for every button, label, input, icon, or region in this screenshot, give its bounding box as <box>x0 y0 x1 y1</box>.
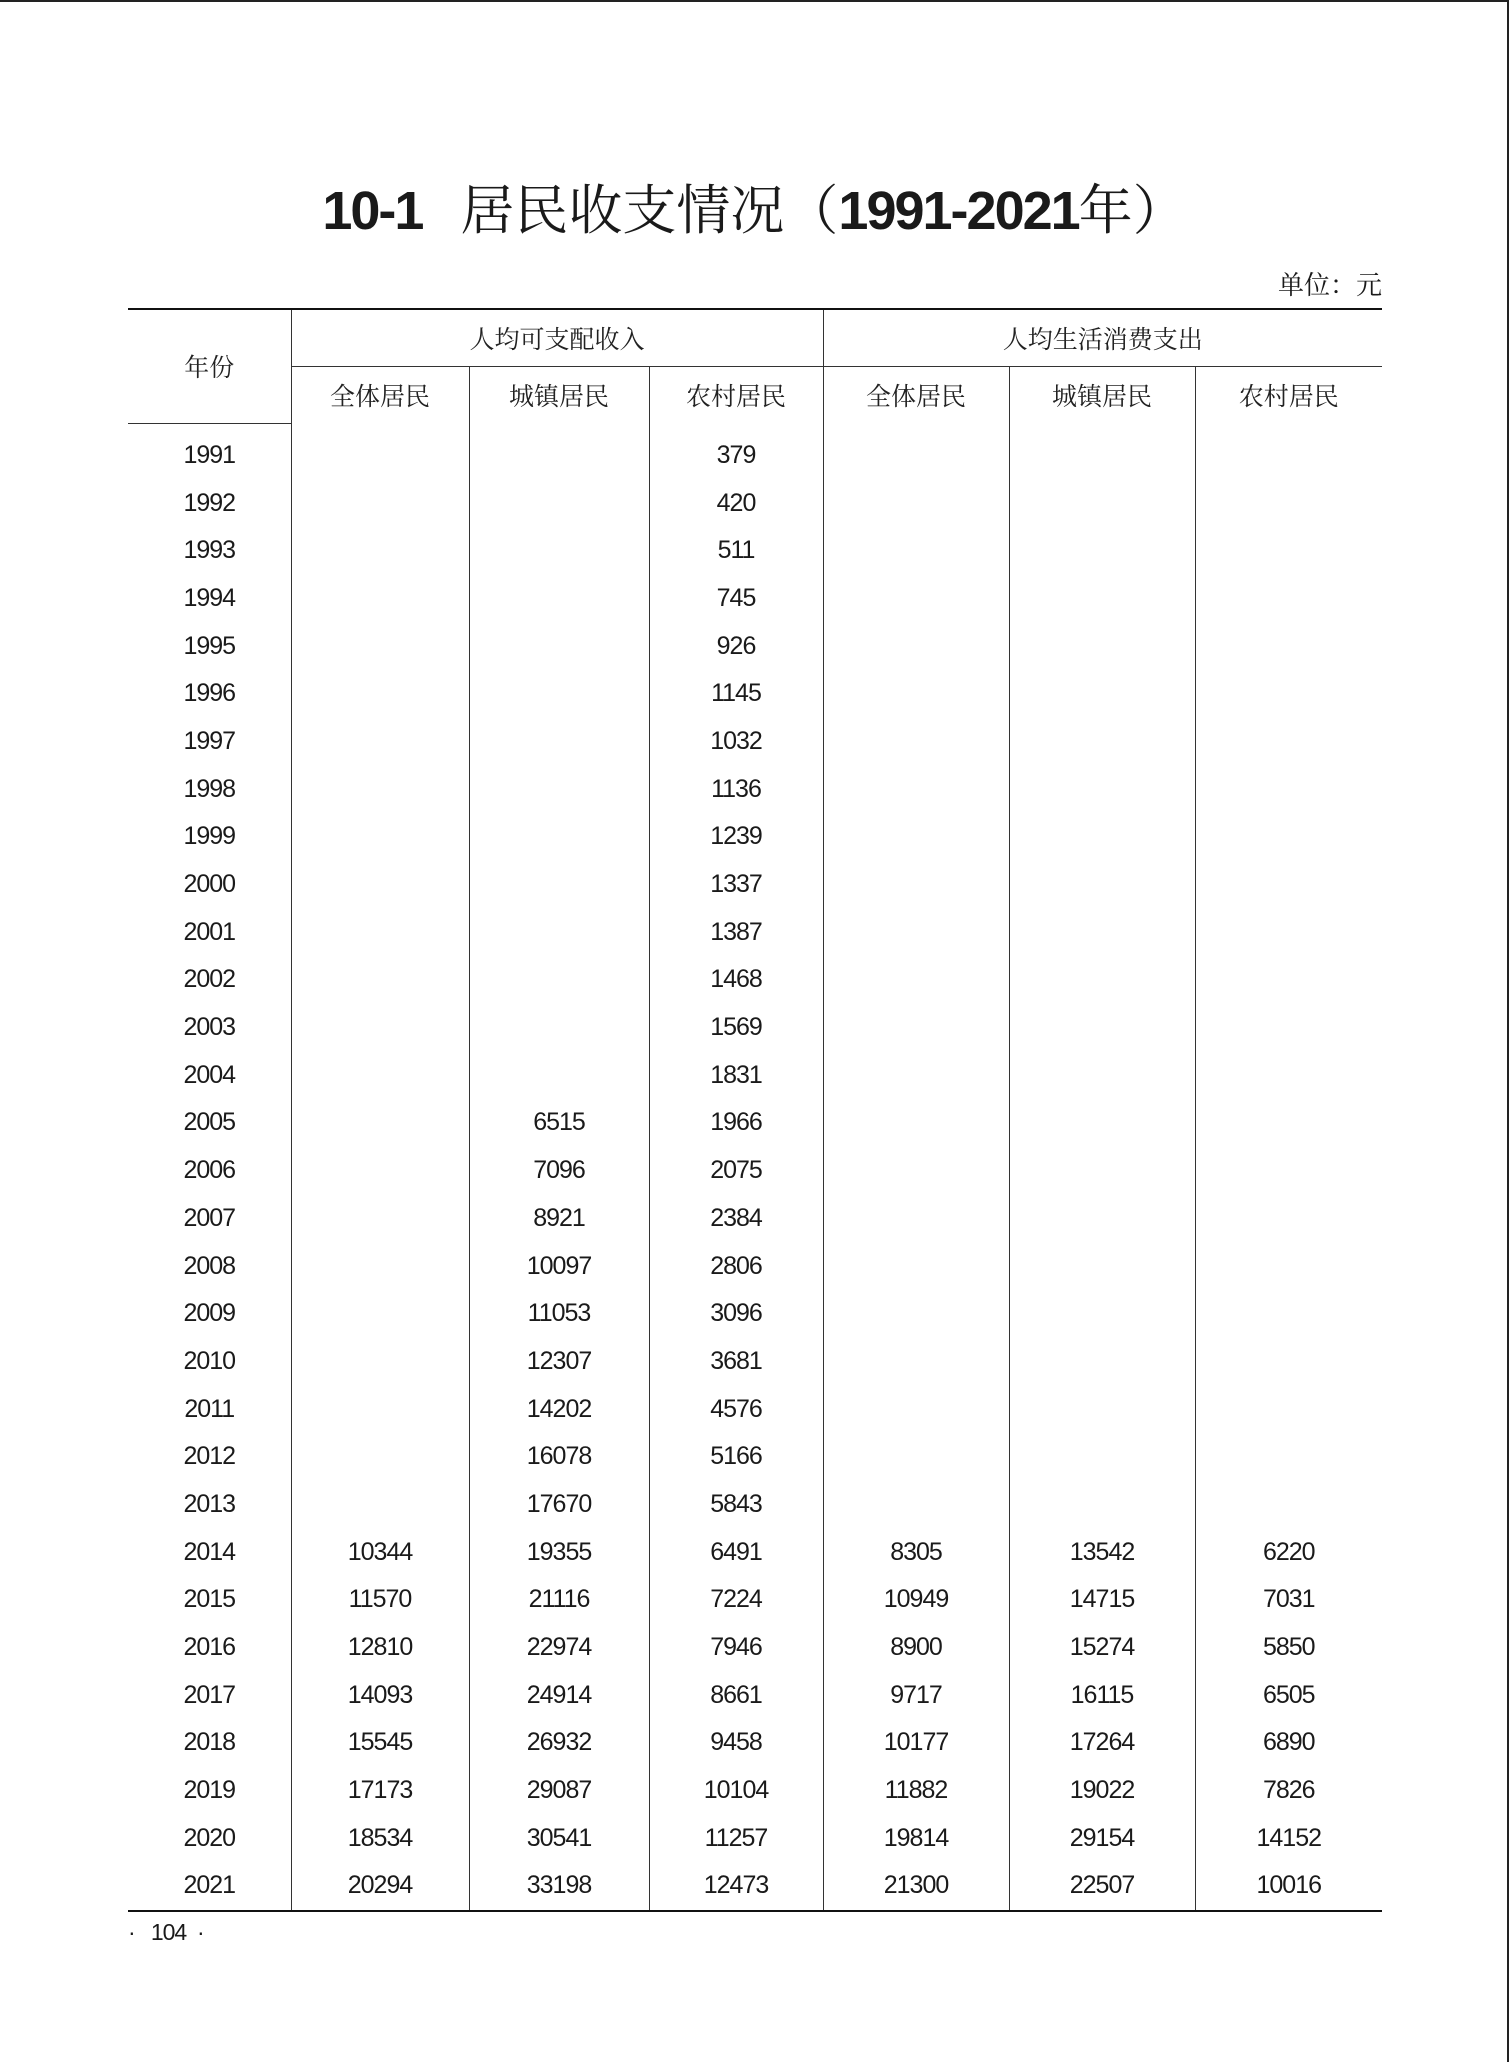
cell-expenditure-urban <box>1009 1385 1195 1433</box>
table-row <box>128 1576 1382 1624</box>
cell-expenditure-urban <box>1009 479 1195 527</box>
cell-expenditure-rural: 7031 <box>1195 1576 1382 1624</box>
cell-expenditure-urban: 15274 <box>1009 1624 1195 1672</box>
cell-expenditure-all: 11882 <box>823 1767 1009 1815</box>
cell-income-rural: 5166 <box>649 1433 823 1481</box>
cell-year: 2021 <box>128 1862 291 1911</box>
cell-income-urban: 22974 <box>469 1624 649 1672</box>
cell-income-all <box>291 1051 469 1099</box>
page-frame-top <box>0 0 1509 2</box>
table-row <box>128 527 1382 575</box>
cell-expenditure-urban <box>1009 1242 1195 1290</box>
cell-income-urban <box>469 861 649 909</box>
cell-expenditure-all <box>823 861 1009 909</box>
cell-expenditure-urban <box>1009 1290 1195 1338</box>
cell-expenditure-urban <box>1009 1481 1195 1529</box>
cell-income-urban <box>469 765 649 813</box>
cell-expenditure-rural <box>1195 956 1382 1004</box>
cell-expenditure-urban <box>1009 1099 1195 1147</box>
cell-expenditure-urban: 29154 <box>1009 1814 1195 1862</box>
cell-income-urban: 24914 <box>469 1671 649 1719</box>
cell-expenditure-urban <box>1009 813 1195 861</box>
cell-income-rural: 379 <box>649 423 823 479</box>
cell-year: 2016 <box>183 1633 236 1662</box>
cell-expenditure-rural <box>1195 1385 1382 1433</box>
cell-expenditure-rural <box>1195 908 1382 956</box>
cell-income-rural: 9458 <box>649 1719 823 1767</box>
cell-income-urban <box>469 622 649 670</box>
cell-income-urban: 29087 <box>469 1767 649 1815</box>
table-row <box>128 765 1382 813</box>
cell-expenditure-urban <box>1009 670 1195 718</box>
table-row <box>128 1004 1382 1052</box>
cell-expenditure-rural <box>1195 1338 1382 1386</box>
cell-expenditure-urban <box>1009 861 1195 909</box>
cell-year: 2009 <box>183 1299 236 1328</box>
cell-year: 2013 <box>183 1489 236 1518</box>
cell-expenditure-urban: 17264 <box>1009 1719 1195 1767</box>
cell-year: 2003 <box>183 1013 236 1042</box>
cell-expenditure-urban <box>1009 1195 1195 1243</box>
table-row <box>128 956 1382 1004</box>
cell-income-all: 11570 <box>291 1576 469 1624</box>
cell-income-all <box>291 908 469 956</box>
cell-expenditure-all <box>823 1195 1009 1243</box>
table-row <box>128 1528 1382 1576</box>
col-header-expenditure-rural: 农村居民 <box>1195 367 1382 424</box>
cell-year: 1999 <box>183 822 236 851</box>
cell-expenditure-rural <box>1195 813 1382 861</box>
cell-income-all <box>291 622 469 670</box>
cell-income-all <box>291 1338 469 1386</box>
cell-expenditure-urban: 22507 <box>1009 1862 1195 1911</box>
cell-income-urban <box>469 527 649 575</box>
cell-income-all: 14093 <box>291 1671 469 1719</box>
cell-expenditure-rural <box>1195 1433 1382 1481</box>
cell-income-urban: 10097 <box>469 1242 649 1290</box>
cell-income-all: 12810 <box>291 1624 469 1672</box>
cell-expenditure-all <box>823 1385 1009 1433</box>
cell-expenditure-urban <box>1009 1051 1195 1099</box>
cell-year: 1997 <box>183 726 236 755</box>
cell-year: 2001 <box>183 917 236 946</box>
table-row <box>128 1147 1382 1195</box>
cell-expenditure-rural: 14152 <box>1195 1814 1382 1862</box>
cell-expenditure-rural <box>1195 765 1382 813</box>
cell-expenditure-all: 9717 <box>823 1671 1009 1719</box>
cell-year: 2006 <box>183 1156 236 1185</box>
cell-income-rural: 7946 <box>649 1624 823 1672</box>
cell-expenditure-all <box>823 765 1009 813</box>
cell-income-all: 15545 <box>291 1719 469 1767</box>
cell-expenditure-all: 19814 <box>823 1814 1009 1862</box>
cell-year: 2008 <box>183 1251 236 1280</box>
cell-expenditure-rural <box>1195 1195 1382 1243</box>
table-row <box>128 718 1382 766</box>
cell-year: 2010 <box>183 1346 236 1375</box>
cell-income-rural: 1032 <box>649 718 823 766</box>
cell-expenditure-rural <box>1195 622 1382 670</box>
cell-expenditure-urban: 13542 <box>1009 1528 1195 1576</box>
cell-year: 1992 <box>183 488 236 517</box>
cell-income-all <box>291 423 469 479</box>
cell-year: 2005 <box>183 1108 236 1137</box>
cell-expenditure-all <box>823 1290 1009 1338</box>
table-row <box>128 1671 1382 1719</box>
cell-expenditure-all <box>823 622 1009 670</box>
cell-income-rural: 511 <box>649 527 823 575</box>
cell-income-urban <box>469 670 649 718</box>
cell-year: 1998 <box>183 774 236 803</box>
cell-income-all <box>291 718 469 766</box>
cell-expenditure-all <box>823 575 1009 623</box>
income-expenditure-table <box>128 308 1382 1912</box>
cell-income-rural: 926 <box>649 622 823 670</box>
col-header-income-all: 全体居民 <box>291 367 469 424</box>
cell-income-rural: 420 <box>649 479 823 527</box>
cell-expenditure-all <box>823 956 1009 1004</box>
cell-income-urban: 7096 <box>469 1147 649 1195</box>
cell-expenditure-urban: 16115 <box>1009 1671 1195 1719</box>
cell-income-rural: 12473 <box>649 1862 823 1911</box>
cell-income-rural: 1966 <box>649 1099 823 1147</box>
cell-income-urban <box>469 575 649 623</box>
cell-expenditure-rural <box>1195 575 1382 623</box>
cell-income-all <box>291 956 469 1004</box>
cell-income-all: 17173 <box>291 1767 469 1815</box>
table-row <box>128 813 1382 861</box>
table-row <box>128 1099 1382 1147</box>
cell-income-rural: 745 <box>649 575 823 623</box>
cell-income-all <box>291 765 469 813</box>
table-row <box>128 1624 1382 1672</box>
cell-income-rural: 3681 <box>649 1338 823 1386</box>
cell-expenditure-rural <box>1195 1051 1382 1099</box>
cell-expenditure-all <box>823 908 1009 956</box>
table-row <box>128 575 1382 623</box>
cell-income-urban: 16078 <box>469 1433 649 1481</box>
table-row <box>128 423 1382 479</box>
cell-income-all <box>291 813 469 861</box>
cell-income-urban: 11053 <box>469 1290 649 1338</box>
cell-expenditure-all <box>823 1051 1009 1099</box>
cell-expenditure-all <box>823 1338 1009 1386</box>
cell-income-all <box>291 670 469 718</box>
cell-income-all <box>291 1481 469 1529</box>
cell-income-urban <box>469 1004 649 1052</box>
cell-income-all <box>291 1147 469 1195</box>
cell-income-rural: 1468 <box>649 956 823 1004</box>
table-row <box>128 1290 1382 1338</box>
cell-year: 1994 <box>183 583 236 612</box>
cell-income-urban: 26932 <box>469 1719 649 1767</box>
cell-year: 2019 <box>183 1776 236 1805</box>
cell-income-rural: 1569 <box>649 1004 823 1052</box>
cell-income-urban: 30541 <box>469 1814 649 1862</box>
cell-income-all <box>291 1242 469 1290</box>
cell-expenditure-rural: 6890 <box>1195 1719 1382 1767</box>
col-header-expenditure-urban: 城镇居民 <box>1009 367 1195 424</box>
cell-expenditure-all <box>823 423 1009 479</box>
cell-income-all <box>291 479 469 527</box>
cell-year: 2007 <box>183 1203 236 1232</box>
table-row <box>128 1433 1382 1481</box>
cell-expenditure-rural <box>1195 1004 1382 1052</box>
cell-year: 2014 <box>183 1537 236 1566</box>
cell-expenditure-all: 10177 <box>823 1719 1009 1767</box>
cell-expenditure-urban <box>1009 1147 1195 1195</box>
cell-income-rural: 7224 <box>649 1576 823 1624</box>
cell-income-urban: 12307 <box>469 1338 649 1386</box>
cell-expenditure-all <box>823 527 1009 575</box>
header-row-groups <box>128 309 1382 367</box>
cell-expenditure-rural <box>1195 1147 1382 1195</box>
header-row-columns <box>128 367 1382 424</box>
table-row <box>128 622 1382 670</box>
cell-income-urban <box>469 956 649 1004</box>
col-header-expenditure-all: 全体居民 <box>823 367 1009 424</box>
cell-income-all: 10344 <box>291 1528 469 1576</box>
title-number: 10-1 <box>322 181 423 241</box>
cell-income-all <box>291 1290 469 1338</box>
table-row <box>128 1481 1382 1529</box>
cell-year: 1993 <box>183 536 236 565</box>
table-body <box>128 423 1382 1911</box>
cell-income-urban <box>469 718 649 766</box>
cell-expenditure-rural <box>1195 527 1382 575</box>
cell-expenditure-all <box>823 1433 1009 1481</box>
cell-expenditure-rural <box>1195 718 1382 766</box>
table-row <box>128 670 1382 718</box>
cell-expenditure-urban: 19022 <box>1009 1767 1195 1815</box>
group-header-expenditure: 人均生活消费支出 <box>823 309 1382 367</box>
cell-year: 1996 <box>183 679 236 708</box>
cell-income-all <box>291 1195 469 1243</box>
cell-income-rural: 1239 <box>649 813 823 861</box>
cell-income-all <box>291 1385 469 1433</box>
title-years: 1991-2021 <box>838 181 1079 241</box>
cell-year: 2011 <box>184 1394 235 1423</box>
cell-expenditure-urban <box>1009 718 1195 766</box>
table-row <box>128 908 1382 956</box>
table-row <box>128 1195 1382 1243</box>
cell-expenditure-rural <box>1195 670 1382 718</box>
group-header-income: 人均可支配收入 <box>291 309 823 367</box>
cell-income-rural: 8661 <box>649 1671 823 1719</box>
cell-income-all <box>291 575 469 623</box>
cell-expenditure-all <box>823 1147 1009 1195</box>
table-row <box>128 1814 1382 1862</box>
cell-expenditure-rural <box>1195 1481 1382 1529</box>
cell-income-rural: 2806 <box>649 1242 823 1290</box>
cell-income-rural: 6491 <box>649 1528 823 1576</box>
table-row <box>128 1862 1382 1911</box>
cell-income-rural: 11257 <box>649 1814 823 1862</box>
cell-income-urban: 33198 <box>469 1862 649 1911</box>
cell-expenditure-rural: 6220 <box>1195 1528 1382 1576</box>
cell-income-urban <box>469 1051 649 1099</box>
cell-expenditure-rural <box>1195 423 1382 479</box>
cell-income-urban: 19355 <box>469 1528 649 1576</box>
cell-income-rural: 3096 <box>649 1290 823 1338</box>
cell-expenditure-all: 21300 <box>823 1862 1009 1911</box>
cell-income-rural: 4576 <box>649 1385 823 1433</box>
cell-income-urban <box>469 423 649 479</box>
cell-income-urban: 21116 <box>469 1576 649 1624</box>
table-row <box>128 1051 1382 1099</box>
cell-expenditure-all <box>823 718 1009 766</box>
cell-income-rural: 1145 <box>649 670 823 718</box>
unit-label: 单位：元 <box>1277 271 1382 301</box>
table-row <box>128 1719 1382 1767</box>
cell-income-all <box>291 527 469 575</box>
cell-year: 2018 <box>183 1728 236 1757</box>
cell-income-rural: 2075 <box>649 1147 823 1195</box>
cell-expenditure-urban <box>1009 1338 1195 1386</box>
cell-income-urban: 17670 <box>469 1481 649 1529</box>
page-number: · 104 · <box>128 1919 204 1945</box>
cell-income-rural: 1387 <box>649 908 823 956</box>
cell-income-urban <box>469 813 649 861</box>
cell-expenditure-rural: 7826 <box>1195 1767 1382 1815</box>
cell-income-rural: 10104 <box>649 1767 823 1815</box>
cell-expenditure-all <box>823 479 1009 527</box>
cell-income-all <box>291 861 469 909</box>
year-header: 年份 <box>128 309 291 423</box>
cell-expenditure-urban: 14715 <box>1009 1576 1195 1624</box>
cell-year: 2017 <box>183 1680 236 1709</box>
cell-income-all: 18534 <box>291 1814 469 1862</box>
cell-expenditure-urban <box>1009 1004 1195 1052</box>
cell-income-rural: 1136 <box>649 765 823 813</box>
cell-expenditure-urban <box>1009 1433 1195 1481</box>
table-row <box>128 1338 1382 1386</box>
col-header-income-urban: 城镇居民 <box>469 367 649 424</box>
cell-income-urban: 14202 <box>469 1385 649 1433</box>
cell-expenditure-all: 8305 <box>823 1528 1009 1576</box>
page-title <box>0 178 1509 244</box>
table-row <box>128 1767 1382 1815</box>
cell-expenditure-urban <box>1009 575 1195 623</box>
cell-year: 2004 <box>183 1060 236 1089</box>
cell-expenditure-urban <box>1009 527 1195 575</box>
cell-expenditure-rural: 10016 <box>1195 1862 1382 1911</box>
cell-expenditure-all <box>823 1481 1009 1529</box>
cell-income-rural: 2384 <box>649 1195 823 1243</box>
cell-income-rural: 5843 <box>649 1481 823 1529</box>
cell-expenditure-urban <box>1009 908 1195 956</box>
cell-expenditure-rural <box>1195 861 1382 909</box>
cell-expenditure-rural <box>1195 1099 1382 1147</box>
title-text: 居民收支情况（ <box>460 179 839 242</box>
cell-year: 2002 <box>183 965 236 994</box>
cell-income-urban: 8921 <box>469 1195 649 1243</box>
table-row <box>128 1242 1382 1290</box>
cell-expenditure-all: 8900 <box>823 1624 1009 1672</box>
cell-year: 1995 <box>183 631 236 660</box>
cell-income-rural: 1831 <box>649 1051 823 1099</box>
table-row <box>128 861 1382 909</box>
cell-expenditure-all <box>823 1004 1009 1052</box>
cell-expenditure-urban <box>1009 622 1195 670</box>
table-row <box>128 479 1382 527</box>
cell-year: 2020 <box>183 1823 236 1852</box>
title-suffix: 年） <box>1078 179 1187 242</box>
table-row <box>128 1385 1382 1433</box>
cell-expenditure-rural <box>1195 1290 1382 1338</box>
cell-expenditure-rural <box>1195 1242 1382 1290</box>
cell-expenditure-all <box>823 1242 1009 1290</box>
cell-expenditure-all <box>823 1099 1009 1147</box>
cell-year: 1991 <box>183 440 236 469</box>
cell-expenditure-all <box>823 670 1009 718</box>
cell-expenditure-urban <box>1009 956 1195 1004</box>
cell-expenditure-all: 10949 <box>823 1576 1009 1624</box>
cell-income-urban: 6515 <box>469 1099 649 1147</box>
cell-year: 2000 <box>183 870 236 899</box>
cell-income-rural: 1337 <box>649 861 823 909</box>
cell-expenditure-all <box>823 813 1009 861</box>
cell-expenditure-urban <box>1009 423 1195 479</box>
cell-expenditure-rural: 6505 <box>1195 1671 1382 1719</box>
cell-expenditure-rural: 5850 <box>1195 1624 1382 1672</box>
cell-expenditure-rural <box>1195 479 1382 527</box>
cell-expenditure-urban <box>1009 765 1195 813</box>
cell-income-all <box>291 1099 469 1147</box>
cell-income-urban <box>469 479 649 527</box>
col-header-income-rural: 农村居民 <box>649 367 823 424</box>
cell-year: 2015 <box>183 1585 236 1614</box>
cell-income-all: 20294 <box>291 1862 469 1911</box>
cell-year: 2012 <box>183 1442 236 1471</box>
cell-income-urban <box>469 908 649 956</box>
cell-income-all <box>291 1004 469 1052</box>
cell-income-all <box>291 1433 469 1481</box>
